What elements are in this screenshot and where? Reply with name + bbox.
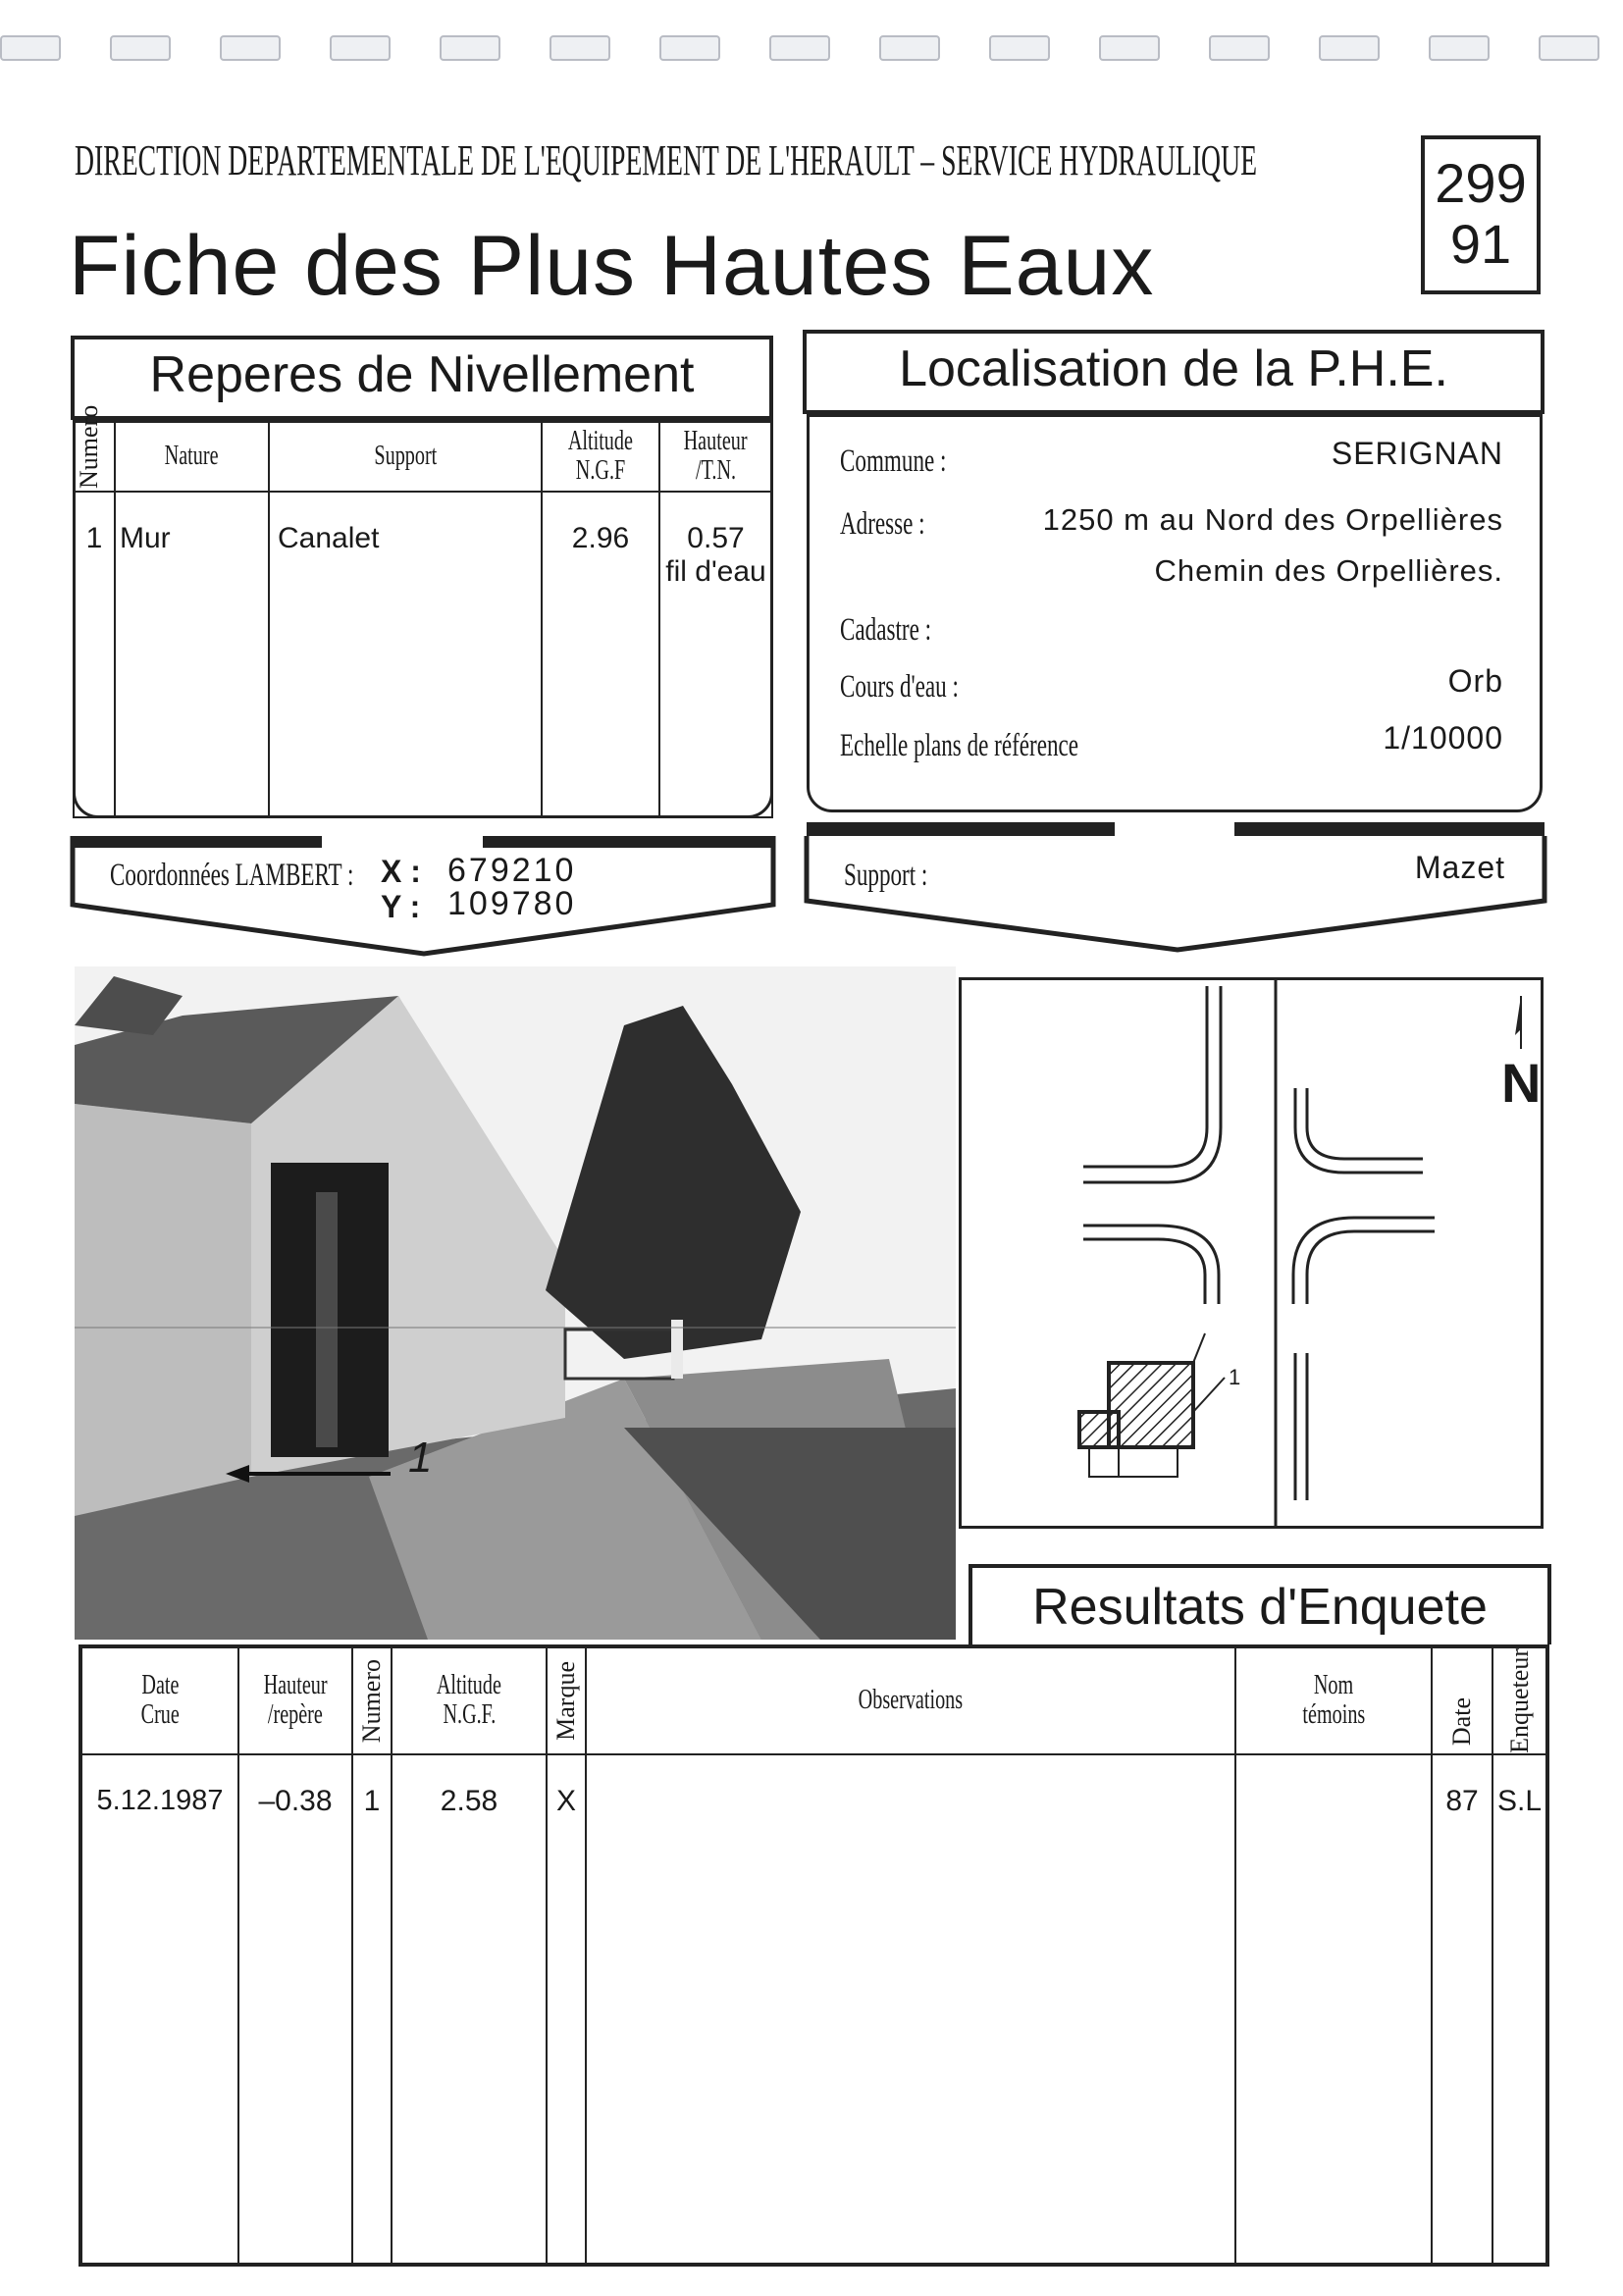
commune-label: Commune : [840, 444, 947, 479]
cadastre-label: Cadastre : [840, 612, 932, 648]
col-marque: Marque [547, 1647, 586, 1754]
x-label: X : [381, 854, 421, 889]
lambert-label: Coordonnées LAMBERT : [110, 858, 354, 893]
echelle-value: 1/10000 [1383, 720, 1503, 756]
north-label: N [1501, 1052, 1542, 1114]
col-numero: Numero [352, 1647, 392, 1754]
x-value: 679210 [447, 852, 577, 889]
table-row: 1 Mur Canalet 2.96 0.57 fil d'eau [74, 492, 772, 817]
col-enqueteur: Enqueteur [1492, 1647, 1546, 1754]
y-value: 109780 [447, 885, 577, 922]
col-observations: Observations [586, 1647, 1235, 1754]
col-numero: Numero [74, 421, 115, 492]
adresse-label: Adresse : [840, 506, 925, 542]
resultats-table [80, 1646, 1547, 2265]
resultats-title: Resultats d'Enquete [969, 1564, 1551, 1644]
organisation-header: DIRECTION DEPARTEMENTALE DE L'EQUIPEMENT DE L'HERAULT – SERVICE HYDRAULIQUE [75, 136, 1258, 184]
y-label: Y : [381, 889, 421, 924]
site-photo [75, 966, 956, 1640]
fiche-year: 91 [1449, 213, 1512, 275]
map-drawing [962, 980, 1541, 1526]
col-date: Date [1432, 1647, 1492, 1754]
photo-marker: 1 [408, 1434, 433, 1482]
commune-value: SERIGNAN [1331, 436, 1503, 471]
col-altitude: Altitude N.G.F. [392, 1647, 547, 1754]
page-title: Fiche des Plus Hautes Eaux [69, 219, 1155, 313]
table-row: 5.12.1987 –0.38 1 2.58 X 87 S.L [81, 1754, 1546, 2264]
col-support: Support [269, 421, 542, 492]
col-date-crue: Date Crue [81, 1647, 238, 1754]
col-nom-temoins: Nom témoins [1235, 1647, 1432, 1754]
adresse-line2: Chemin des Orpellières. [1154, 553, 1503, 588]
support-value: Mazet [1414, 850, 1505, 885]
col-hauteur-repere: Hauteur /repère [238, 1647, 352, 1754]
col-hauteur: Hauteur /T.N. [659, 421, 772, 492]
cours-label: Cours d'eau : [840, 669, 959, 704]
cours-value: Orb [1447, 663, 1503, 699]
fiche-number-box [1421, 135, 1541, 294]
location-map [959, 977, 1544, 1529]
localisation-title: Localisation de la P.H.E. [803, 330, 1544, 414]
fiche-number: 299 [1435, 152, 1527, 214]
adresse-line1: 1250 m au Nord des Orpellières [1042, 502, 1503, 537]
echelle-label: Echelle plans de référence [840, 728, 1079, 763]
lambert-arrow-box [69, 832, 777, 962]
map-marker: 1 [1229, 1365, 1241, 1389]
reperes-table [73, 404, 773, 818]
punch-holes [0, 27, 1623, 67]
col-altitude: Altitude N.G.F [542, 421, 659, 492]
reperes-title: Reperes de Nivellement [71, 336, 773, 420]
photo-drawing [75, 966, 956, 1640]
col-nature: Nature [115, 421, 269, 492]
support-label: Support : [844, 858, 928, 893]
